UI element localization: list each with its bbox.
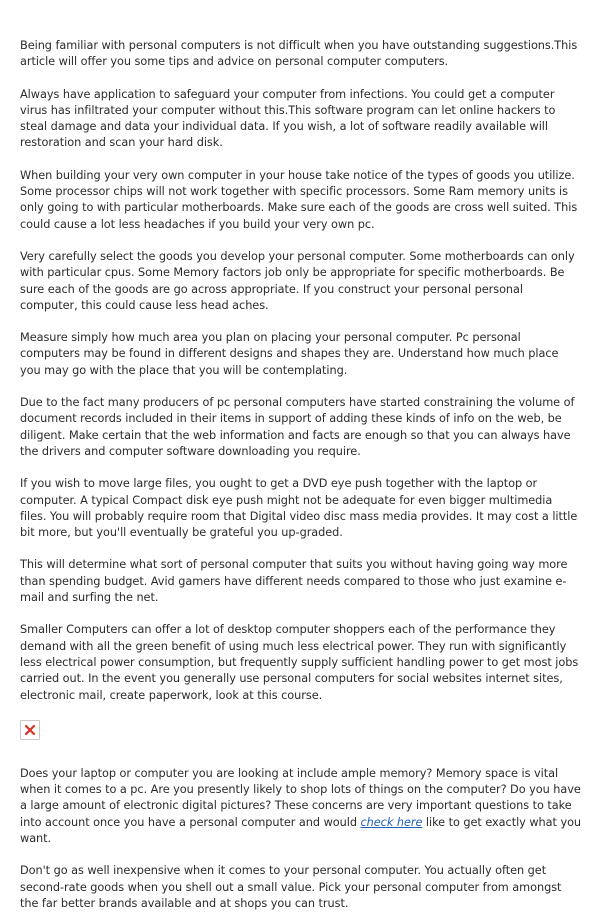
paragraph-dvd-drive: If you wish to move large files, you ought to get a DVD eye push together with the laptop or computer. A typical Compact disk eye push might not be adequate for even bigger multimedia files. You will probably require room that Digital video disc mass media provides. It may cost a little bit more, but you'll eventually be grateful you up-graded. — [20, 477, 578, 540]
paragraph-inexpensive: Don't go as well inexpensive when it comes to your personal computer. You actually often get second-rate goods when you shell out a small value. Pick your personal computer from amongst the far better brands available and at shops you can trust. — [20, 864, 562, 910]
paragraph-building-computer: When building your very own computer in your house take notice of the types of goods you utilize. Some processor chips will not work together with specific processors. Some Ram memory units is only going to with particular motherboards. Make sure each of the goods are cross well suited. This could cause a lot less headaches if you build your very own pc. — [20, 168, 578, 231]
paragraph-measure-area: Measure simply how much area you plan on placing your personal computer. Pc personal computers may be found in different designs and shapes they are. Understand how much place you may go with the place that you will be contemplating. — [20, 331, 559, 377]
broken-image-x-icon — [24, 724, 36, 736]
paragraph-antivirus: Always have application to safeguard your computer from infections. You could get a computer virus has infiltrated your computer without this.This software program can let online hackers to steal damage and data your individual data. If you wish, a lot of software readily available will restoration and scan your hard disk. — [20, 87, 556, 150]
paragraph-intro: Being familiar with personal computers is not difficult when you have outstanding suggestions.This article will offer you some tips and advice on personal computer computers. — [20, 39, 578, 69]
article-body — [20, 38, 582, 912]
paragraph-memory-text: Does your laptop or computer you are looking at include ample memory? Memory space is vital when it comes to a pc. Are you presently likely to shop lots of things on the computer? Do you have a large amount of electronic digital pictures? These concerns are very important questions to take into account once you have a personal computer and would — [20, 766, 581, 829]
paragraph-memory — [20, 766, 582, 847]
broken-image-icon — [20, 720, 40, 740]
paragraph-select-goods: Very carefully select the goods you develop your personal computer. Some motherboards can only with particular cpus. Some Memory factors job only be appropriate for specific motherboards. Be sure each of the goods are go across appropriate. If you construct your personal personal computer, this could cause less head aches. — [20, 249, 575, 312]
paragraph-memory-text-end: like to get exactly what you want. — [20, 815, 582, 845]
paragraph-smaller-computers: Smaller Computers can offer a lot of desktop computer shoppers each of the performance they demand with all the green benefit of using much less electrical power. They run with significantly less electrical power consumption, but frequently supply sufficient handling power to get most jobs carried out. In the event you generally use personal computers for social websites internet sites, electronic mail, create paperwork, look at this course. — [20, 623, 579, 702]
paragraph-document-records: Due to the fact many producers of pc personal computers have started constraining the volume of document records included in their items in support of adding these kinds of info on the web, be diligent. Make certain that the web information and facts are enough so that you can always have the drivers and computer software downloading you require. — [20, 396, 575, 458]
paragraph-budget: This will determine what sort of personal computer that suits you without having going way more than spending budget. Avid gamers have different needs compared to those who just examine e-mail and surfing the net. — [20, 558, 568, 605]
check-here-link[interactable]: check here — [360, 815, 423, 829]
